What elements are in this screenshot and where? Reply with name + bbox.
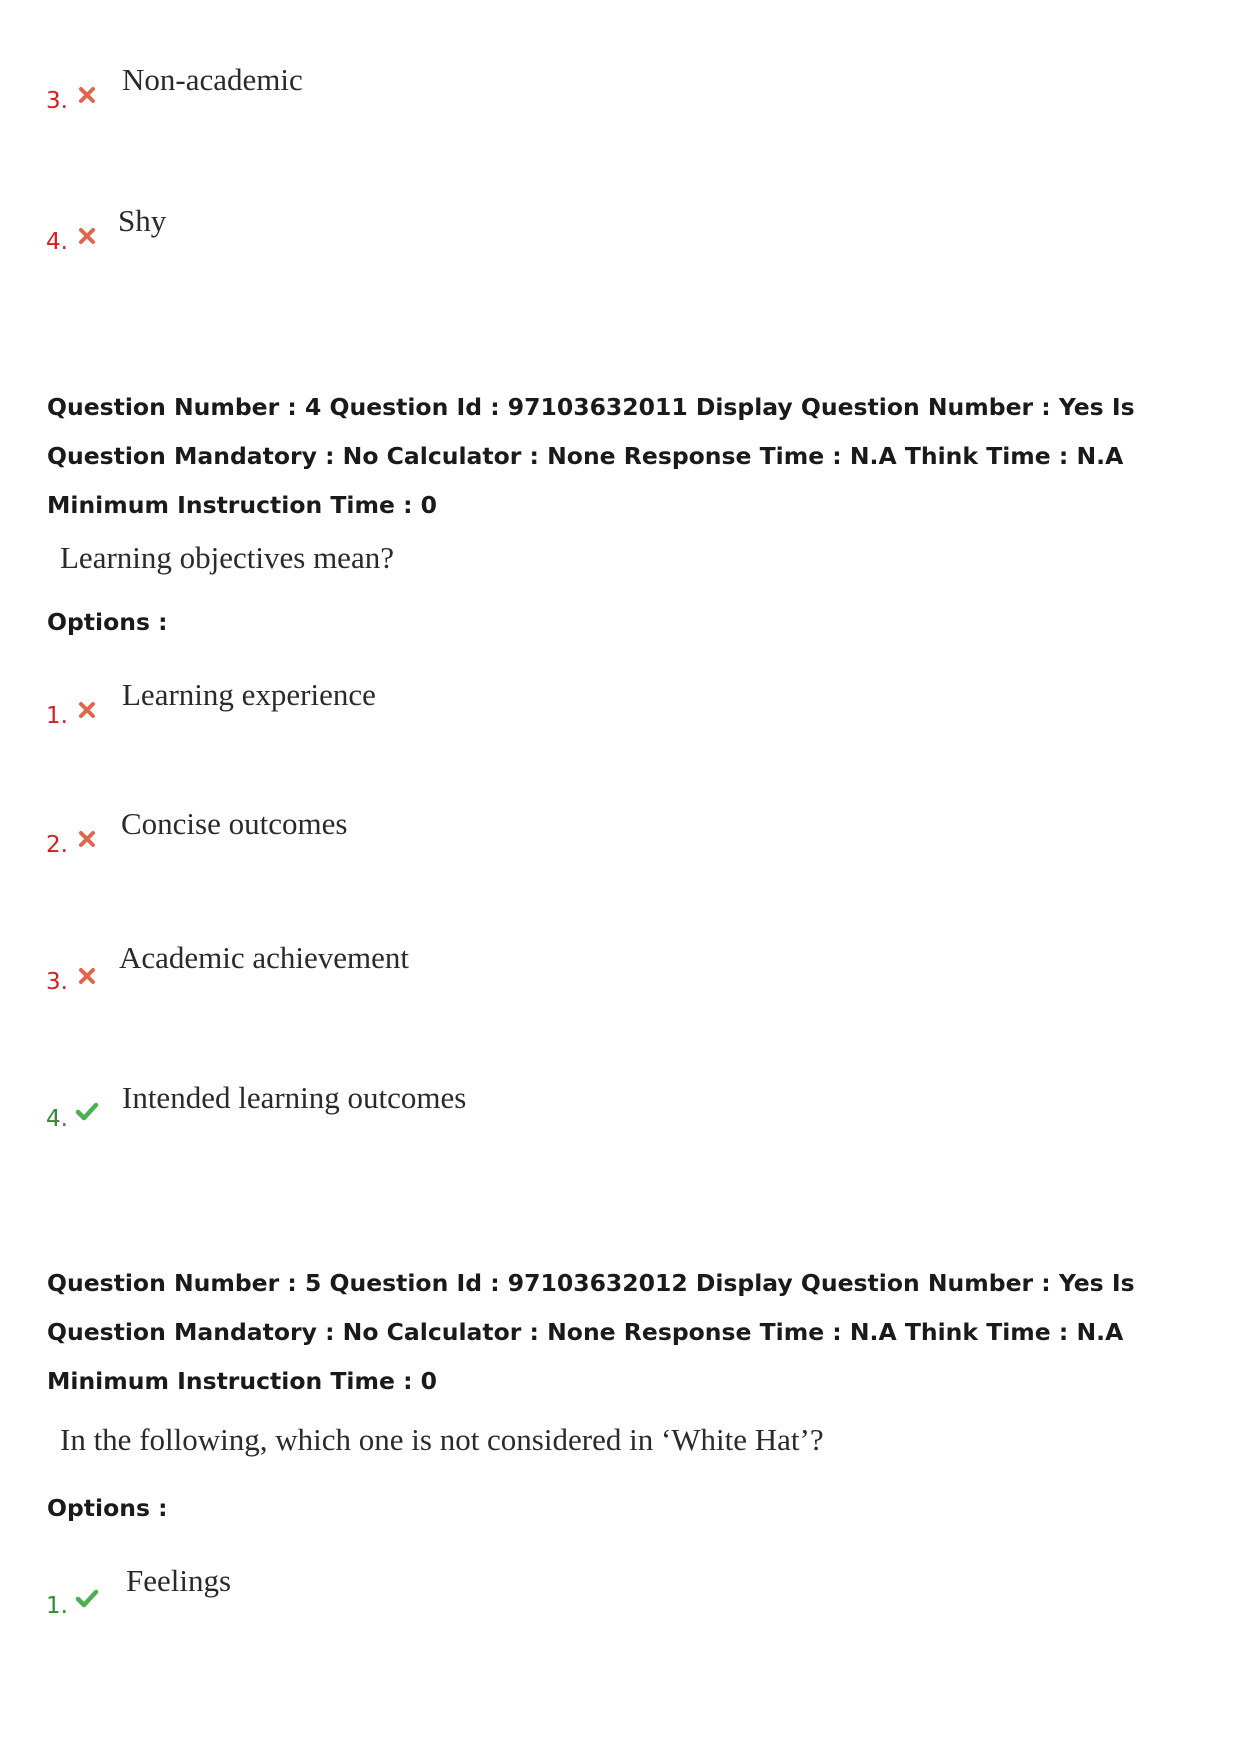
- options-label: Options :: [47, 1494, 168, 1522]
- option-number: 3.: [46, 88, 68, 114]
- option-text: Academic achievement: [119, 940, 410, 975]
- question-meta: Question Number : 4 Question Id : 97103632011 Display Question Number : Yes Is Question Mandatory : No Calculator : None Response Time : N.A Think Time : N.A Minimum Instruction Time : 0: [47, 393, 1135, 519]
- option-number: 1.: [46, 703, 68, 729]
- option-item: [46, 203, 846, 263]
- option-item: [46, 806, 846, 866]
- cross-icon: [76, 84, 98, 106]
- option-number: 3.: [46, 969, 68, 995]
- option-text: Shy: [118, 203, 167, 238]
- cross-icon: [76, 965, 98, 987]
- option-item: [46, 1563, 846, 1623]
- options-label: Options :: [47, 608, 168, 636]
- option-text: Feelings: [126, 1563, 232, 1598]
- option-text: Intended learning outcomes: [122, 1080, 467, 1115]
- cross-icon: [76, 828, 98, 850]
- option-number: 1.: [46, 1593, 68, 1619]
- option-item: [46, 1080, 846, 1140]
- question-meta: Question Number : 5 Question Id : 97103632012 Display Question Number : Yes Is Question Mandatory : No Calculator : None Response Time : N.A Think Time : N.A Minimum Instruction Time : 0: [47, 1269, 1135, 1395]
- option-text: Non-academic: [122, 62, 303, 97]
- option-number: 2.: [46, 832, 68, 858]
- option-number: 4.: [46, 229, 68, 255]
- option-text: Learning experience: [122, 677, 376, 712]
- check-icon: [74, 1587, 100, 1609]
- option-item: [46, 62, 846, 122]
- check-icon: [74, 1100, 100, 1122]
- cross-icon: [76, 225, 98, 247]
- question-text: In the following, which one is not considered in ‘White Hat’?: [60, 1422, 824, 1457]
- option-number: 4.: [46, 1106, 68, 1132]
- option-item: [46, 940, 846, 1000]
- option-text: Concise outcomes: [121, 806, 348, 841]
- option-item: [46, 677, 846, 737]
- question-text: Learning objectives mean?: [60, 540, 394, 575]
- cross-icon: [76, 699, 98, 721]
